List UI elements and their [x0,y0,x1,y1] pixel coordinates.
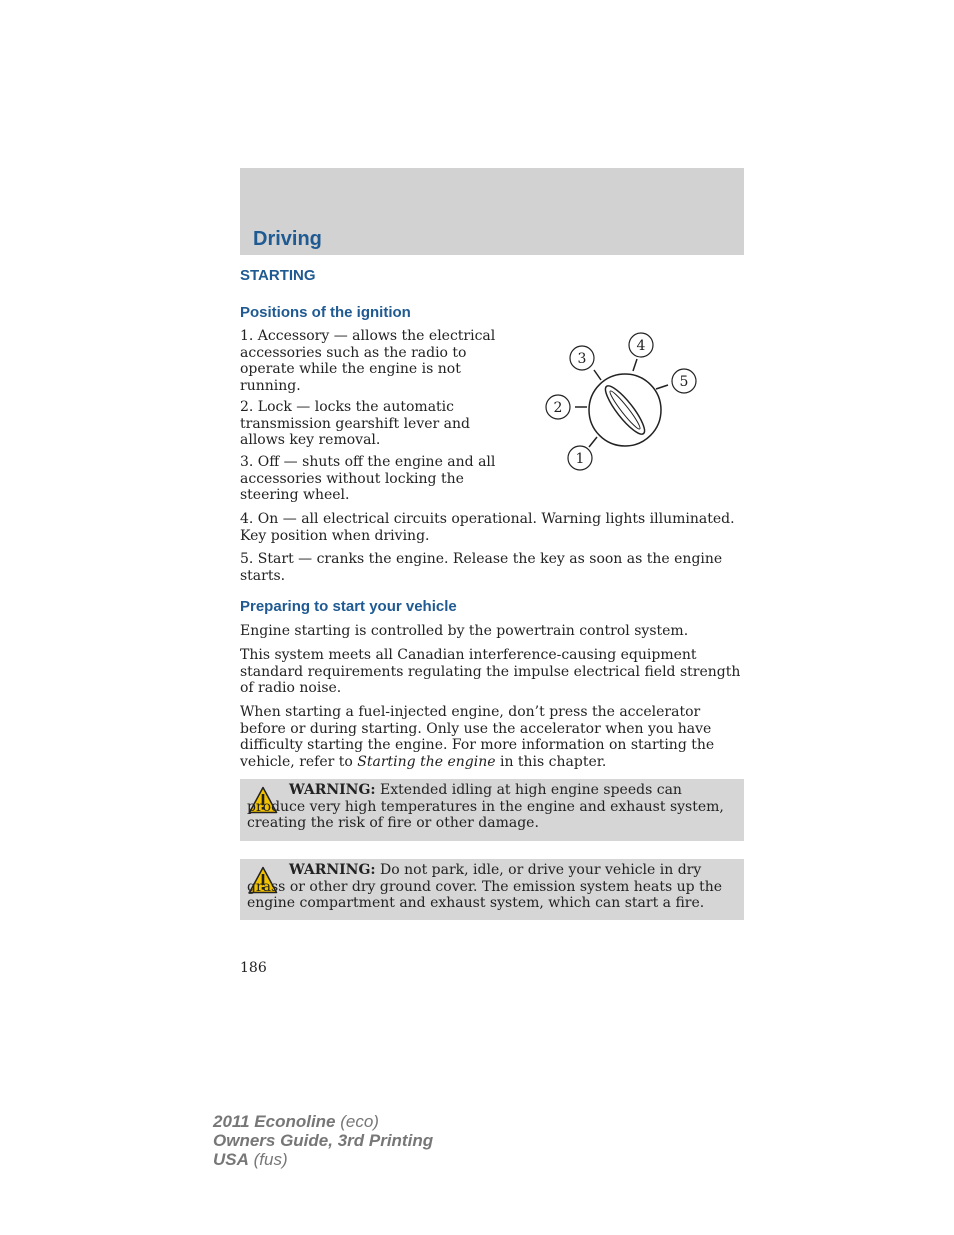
heading-starting: STARTING [240,267,316,284]
diagram-label-4: 4 [636,338,646,354]
warning-body-1: Extended idling at high engine speeds can produce very high temperatures in the engine and exhaust system, creating the risk of fire or other damage. [247,782,724,832]
footer-model-code: (eco) [335,1112,379,1131]
page-number: 186 [240,960,267,976]
cross-reference-link: Starting the engine [357,753,496,770]
section-title: Driving [253,228,322,250]
warning-body-2: Do not park, idle, or drive your vehicle in dry grass or other dry ground cover. The emission system heats up the engine compartment and exhaust system, which can start a fire. [247,862,723,912]
ignition-position-1: 1. Accessory — allows the electrical accessories such as the radio to operate while the engine is not running. [240,328,496,394]
tick-3 [594,370,601,380]
tick-5 [656,385,668,389]
warning-label-2: WARNING: [289,862,376,878]
warning-box-1 [240,779,744,841]
diagram-label-5: 5 [679,374,689,390]
footer-line-2: Owners Guide, 3rd Printing [213,1131,434,1150]
diagram-label-2: 2 [553,400,563,416]
heading-preparing: Preparing to start your vehicle [240,598,457,615]
tick-4 [633,359,637,371]
ignition-diagram [530,325,750,485]
diagram-label-3: 3 [577,351,587,367]
warning-text-1 [247,782,736,832]
warning-label-1: WARNING: [289,782,376,798]
footer [213,1112,433,1169]
tick-1 [589,437,597,447]
footer-market-code: (fus) [248,1150,288,1169]
ignition-position-2: 2. Lock — locks the automatic transmission gearshift lever and allows key removal. [240,399,471,449]
preparing-paragraph-2: This system meets all Canadian interference-causing equipment standard requirements regulating the impulse electrical field strength of radio noise. [240,647,741,697]
preparing-p3-text: When starting a fuel-injected engine, don’t press the accelerator before or during starting. Only use the accelerator when you have difficulty starting the engine. For more information on starting the vehicle, refer to [240,704,715,770]
warning-text-2 [247,862,736,912]
preparing-paragraph-3 [240,704,745,770]
heading-positions: Positions of the ignition [240,304,411,321]
preparing-paragraph-1: Engine starting is controlled by the powertrain control system. [240,623,689,639]
section-header-band [240,168,744,255]
ignition-cylinder [589,374,661,446]
preparing-p3-end: in this chapter. [495,753,607,770]
footer-market: USA [213,1150,249,1169]
ignition-position-3: 3. Off — shuts off the engine and all accessories without locking the steering wheel. [240,454,496,504]
diagram-label-1: 1 [575,451,585,467]
ignition-position-4: 4. On — all electrical circuits operational. Warning lights illuminated. Key position when driving. [240,511,735,544]
footer-line-1 [213,1112,433,1131]
footer-line-3 [213,1150,433,1169]
warning-box-2 [240,859,744,920]
footer-model: 2011 Econoline [213,1112,336,1131]
ignition-position-5: 5. Start — cranks the engine. Release the key as soon as the engine starts. [240,551,723,584]
